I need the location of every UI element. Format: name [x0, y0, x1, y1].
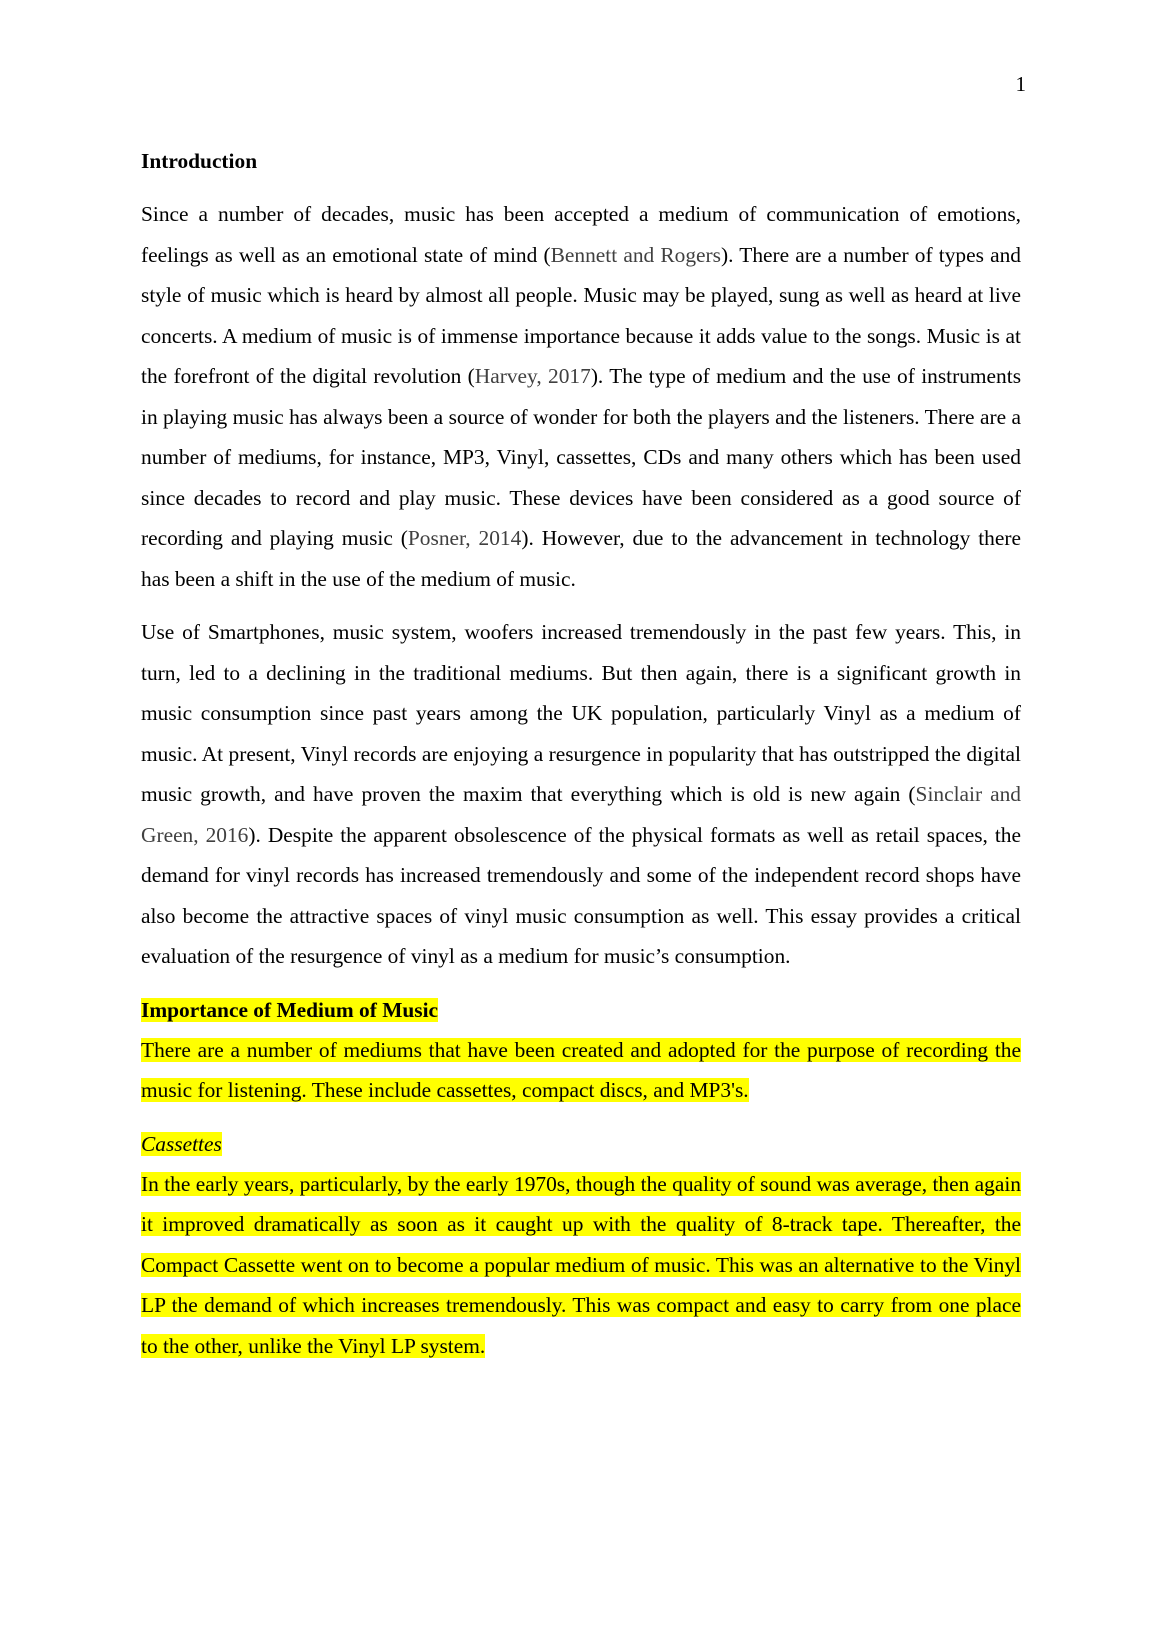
section-heading-introduction: Introduction [141, 149, 258, 173]
intro-paragraph-2 [141, 612, 1021, 977]
text-run: ). The type of medium and the use of instruments in playing music has always been a source of wonder for both the players and the listeners. There are a number of mediums, for instance, MP3, Vinyl, cassettes, CDs and many others which has been used since decades to record and play music. These devices have been considered as a good source of recording and playing music ( [141, 364, 1022, 550]
highlighted-heading: Importance of Medium of Music [141, 997, 439, 1022]
text-run: Use of Smartphones, music system, woofers increased tremendously in the past few years. This, in turn, led to a declining in the traditional mediums. But then again, there is a significant growth in music consumption since past years among the UK population, particularly Vinyl as a medium of music. At present, Vinyl records are enjoying a resurgence in popularity that has outstripped the digital music growth, and have proven the maxim that everything which is old is new again ( [141, 620, 1021, 806]
citation: Bennett and Rogers [550, 242, 721, 267]
text-run: ). There are a number of types and style of music which is heard by almost all people. Music may be played, sung as well as heard at live concerts. A medium of music is of immense importance because it adds value to the songs. Music is at the forefront of the digital revolution ( [141, 242, 1021, 388]
text-run: ). Despite the apparent obsolescence of the physical formats as well as retail spaces, the demand for vinyl records has increased tremendously and some of the independent record shops have also become the attractive spaces of vinyl music consumption as well. This essay provides a critical evaluation of the resurgence of vinyl as a medium for music’s consumption. [141, 822, 1021, 968]
importance-paragraph [141, 1030, 1021, 1111]
intro-paragraph-1 [141, 194, 1021, 599]
subheading-cassettes [141, 1124, 1021, 1164]
section-heading-importance [141, 990, 1021, 1030]
highlighted-subheading: Cassettes [141, 1131, 222, 1156]
highlighted-text: In the early years, particularly, by the early 1970s, though the quality of sound was average, then again it improved dramatically as soon as it caught up with the quality of 8-track tape. Thereafter, the Compact Cassette went on to become a popular medium of music. This was an alternative to the Vinyl LP the demand of which increases tremendously. This was compact and easy to carry from one place to the other, unlike the Vinyl LP system. [141, 1171, 1021, 1358]
citation: Harvey, 2017 [474, 364, 591, 388]
citation: Sinclair and Green, 2016 [141, 782, 1021, 847]
citation: Posner, 2014 [407, 526, 522, 550]
highlighted-text: There are a number of mediums that have been created and adopted for the purpose of recording the music for listening. These include cassettes, compact discs, and MP3's. [141, 1037, 1021, 1102]
cassettes-paragraph [141, 1164, 1021, 1367]
document-body [141, 141, 1021, 1379]
page-number: 1 [1015, 72, 1026, 96]
text-run: Since a number of decades, music has been accepted a medium of communication of emotions, feelings as well as an emotional state of mind ( [141, 202, 1021, 267]
text-run: ). However, due to the advancement in technology there has been a shift in the use of the medium of music. [141, 526, 1021, 591]
